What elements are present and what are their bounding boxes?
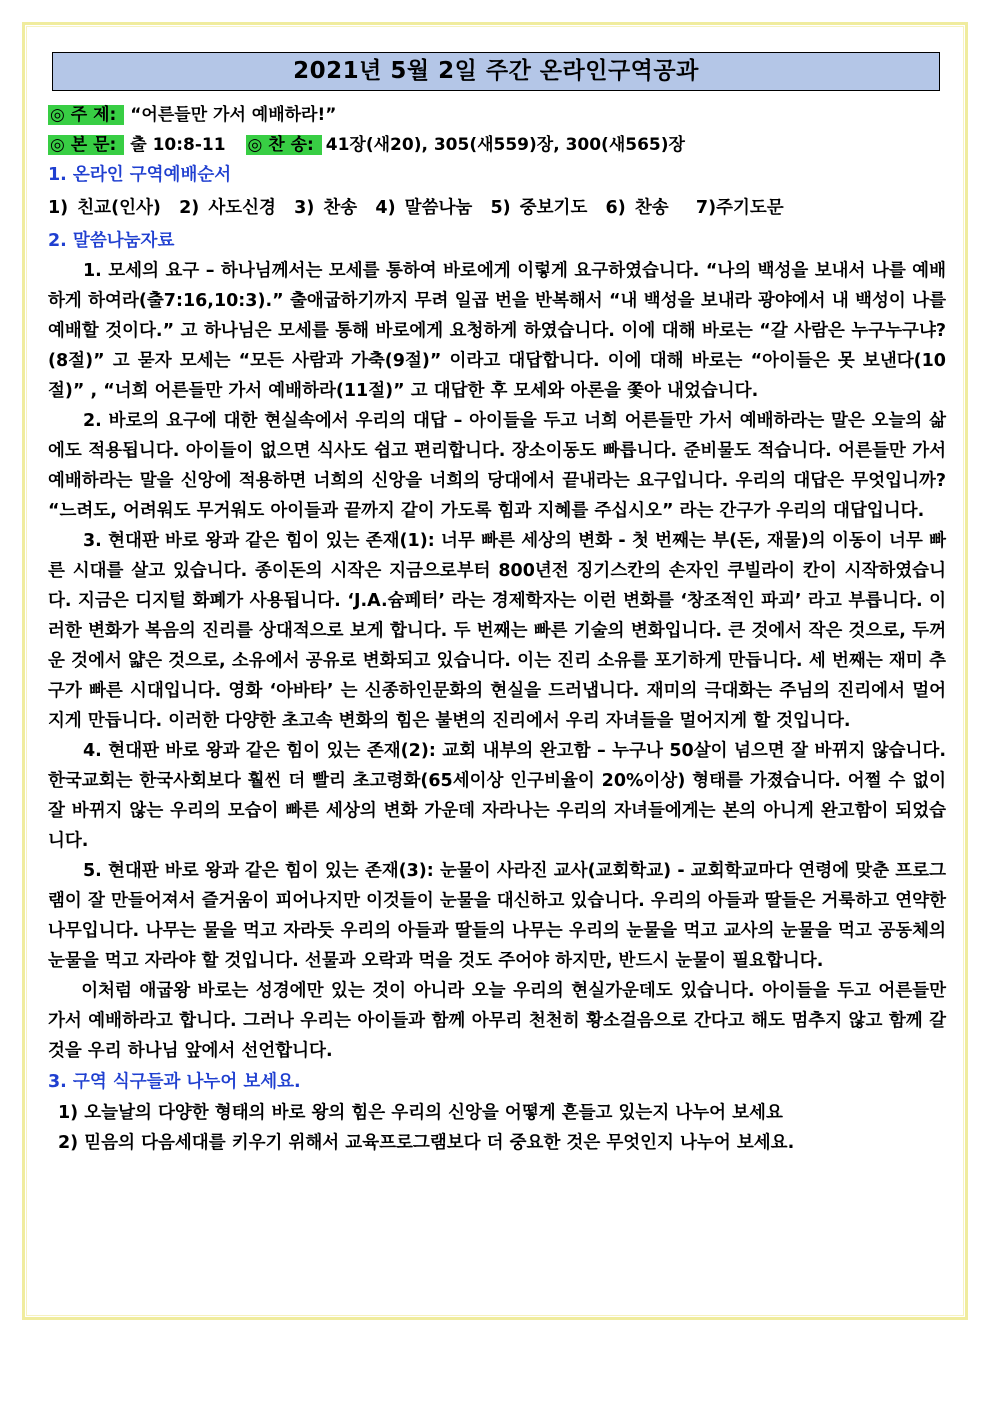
theme-line — [48, 100, 946, 130]
section2-heading: 2. 말씀나눔자료 — [48, 231, 175, 251]
theme-label: ◎ 주 제: — [48, 105, 124, 125]
paragraph-3: 3. 현대판 바로 왕과 같은 힘이 있는 존재(1): 너무 빠른 세상의 변화 - 첫 번째는 부(돈, 재물)의 이동이 너무 빠른 시대를 살고 있습니다. 종이돈의 시작은 지금으로부터 800년전 징기스칸의 손자인 쿠빌라이 칸이 시작하였습니다. 지금은 디지털 화폐가 사용됩니다. ‘J.A.슘페터’ 라는 경제학자는 이런 변화를 ‘창조적인 파괴’ 라고 부릅니다. 이러한 변화가 복음의 진리를 상대적으로 보게 합니다. 두 번째는 빠른 기술의 변화입니다. 큰 것에서 작은 것으로, 두꺼운 것에서 얇은 것으로, 소유에서 공유로 변화되고 있습니다. 이는 진리 소유를 포기하게 만듭니다. 세 번째는 재미 추구가 빠른 시대입니다. 영화 ‘아바타’ 는 신종하인문화의 현실을 드러냅니다. 재미의 극대화는 주님의 진리에서 멀어지게 만듭니다. 이러한 다양한 초고속 변화의 힘은 불변의 진리에서 우리 자녀들을 멀어지게 할 것입니다. — [48, 531, 946, 731]
paragraph-5: 5. 현대판 바로 왕과 같은 힘이 있는 존재(3): 눈물이 사라진 교사(교회학교) - 교회학교마다 연령에 맞춘 프로그램이 잘 만들어져서 즐거움이 피어나지만 이것들이 눈물을 대신하고 있습니다. 우리의 아들과 딸들은 거룩하고 연약한 나무입니다. 나무는 물을 먹고 자라듯 우리의 아들과 딸들의 나무는 우리의 눈물을 먹고 교사의 눈물을 먹고 공동체의 눈물을 먹고 자라야 할 것입니다. 선물과 오락과 먹을 것도 주어야 하지만, 반드시 눈물이 필요합니다. — [48, 861, 946, 971]
scripture-hymn-line — [48, 130, 946, 160]
theme-value: “어른들만 가서 예배하라!” — [130, 105, 337, 125]
section3-heading: 3. 구역 식구들과 나누어 보세요. — [48, 1072, 301, 1092]
hymn-value: 41장(새20), 305(새559)장, 300(새565)장 — [325, 135, 685, 155]
text-label: ◎ 본 문: — [48, 135, 124, 155]
section1-heading: 1. 온라인 구역예배순서 — [48, 165, 232, 185]
hymn-label: ◎ 찬 송: — [246, 135, 322, 155]
paragraph-1: 1. 모세의 요구 – 하나님께서는 모세를 통하여 바로에게 이렇게 요구하였습니다. “나의 백성을 보내서 나를 예배하게 하여라(출7:16,10:3).” 출애굽하기까지 무려 일곱 번을 반복해서 “내 백성을 보내라 광야에서 내 백성이 나를 예배할 것이다.” 고 하나님은 모세를 통해 바로에게 요청하게 하였습니다. 이에 대해 바로는 “갈 사람은 누구누구냐?(8절)” 고 묻자 모세는 “모든 사람과 가축(9절)” 이라고 대답합니다. 이에 대해 바로는 “아이들은 못 보낸다(10절)” , “너희 어른들만 가서 예배하라(11절)” 고 대답한 후 모세와 아론을 쫓아 내었습니다. — [48, 261, 946, 401]
discussion-item-2: 2) 믿음의 다음세대를 키우기 위해서 교육프로그램보다 더 중요한 것은 무엇인지 나누어 보세요. — [58, 1133, 795, 1153]
paragraph-conclusion: 이처럼 애굽왕 바로는 성경에만 있는 것이 아니라 오늘 우리의 현실가운데도 있습니다. 아이들을 두고 어른들만 가서 예배하라고 합니다. 그러나 우리는 아이들과 함께 아무리 천천히 황소걸음으로 간다고 해도 멈추지 않고 함께 갈 것을 우리 하나님 앞에서 선언합니다. — [48, 981, 946, 1061]
worship-order: 1) 친교(인사) 2) 사도신경 3) 찬송 4) 말씀나눔 5) 중보기도 6) 찬송 7)주기도문 — [48, 198, 784, 218]
discussion-item-1: 1) 오늘날의 다양한 형태의 바로 왕의 힘은 우리의 신앙을 어떻게 흔들고 있는지 나누어 보세요 — [58, 1103, 783, 1123]
paragraph-4: 4. 현대판 바로 왕과 같은 힘이 있는 존재(2): 교회 내부의 완고함 – 누구나 50살이 넘으면 잘 바뀌지 않습니다. 한국교회는 한국사회보다 훨씬 더 빨리 초고령화(65세이상 인구비율이 20%이상) 형태를 가졌습니다. 어쩔 수 없이 잘 바뀌지 않는 우리의 모습이 빠른 세상의 변화 가운데 자라나는 우리의 자녀들에게는 본의 아니게 완고함이 되었습니다. — [48, 741, 946, 851]
document-body — [48, 100, 946, 1158]
page-title: 2021년 5월 2일 주간 온라인구역공과 — [52, 52, 940, 91]
text-value: 출 10:8-11 — [130, 135, 226, 155]
paragraph-2: 2. 바로의 요구에 대한 현실속에서 우리의 대답 – 아이들을 두고 너희 어른들만 가서 예배하라는 말은 오늘의 삶에도 적용됩니다. 아이들이 없으면 식사도 쉽고 편리합니다. 장소이동도 빠릅니다. 준비물도 적습니다. 어른들만 가서 예배하라는 말을 신앙에 적용하면 너희의 신앙을 너희의 당대에서 끝내라는 요구입니다. 우리의 대답은 무엇입니까? “느려도, 어려워도 무거워도 아이들과 끝까지 같이 가도록 힘과 지혜를 주십시오” 라는 간구가 우리의 대답입니다. — [48, 411, 946, 521]
